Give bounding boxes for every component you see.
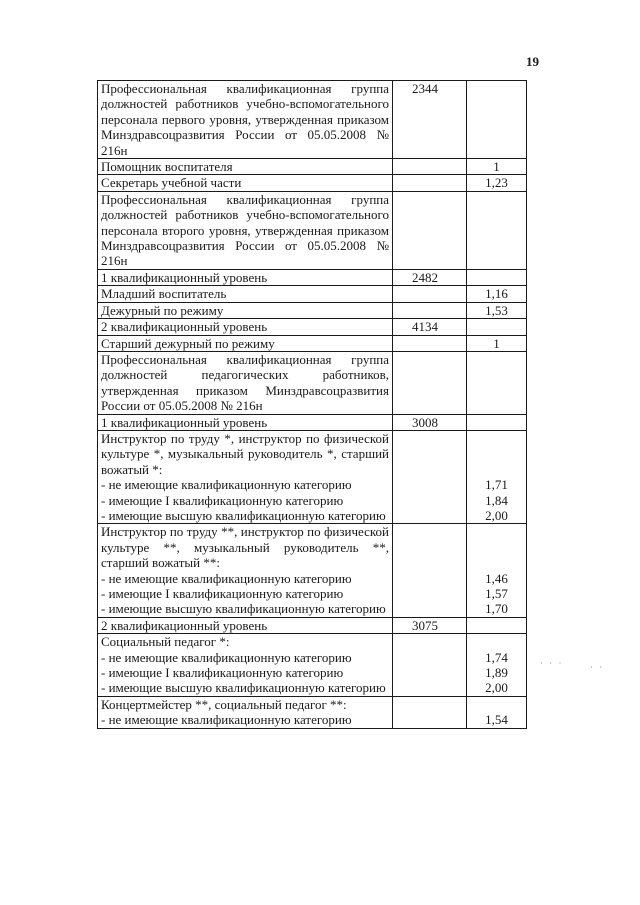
position-list	[98, 634, 393, 697]
base-salary	[393, 175, 467, 191]
position-heading: Инструктор по труду **, инструктор по физической культуре **, музыкальный руководитель **, старший вожатый **:	[101, 524, 389, 571]
coefficient-list	[467, 524, 527, 617]
table-row	[98, 286, 527, 302]
coefficient	[470, 634, 523, 649]
base-salary: 4134	[393, 319, 467, 335]
position-name: Помощник воспитателя	[98, 159, 393, 175]
coefficient: 1,89	[485, 665, 508, 681]
base-salary	[393, 191, 467, 269]
coefficient: 1,16	[467, 286, 527, 302]
salary-coefficient-table	[97, 80, 527, 729]
coefficient: 1,71	[485, 477, 508, 493]
coefficient-list	[467, 696, 527, 728]
coefficient: 1,23	[467, 175, 527, 191]
table-row	[98, 430, 527, 523]
position-list	[98, 696, 393, 728]
table-row	[98, 634, 527, 697]
category-line: - имеющие высшую квалификационную категорию	[101, 601, 386, 617]
position-name: Дежурный по режиму	[98, 302, 393, 318]
position-heading: Социальный педагог *:	[101, 634, 230, 650]
category-line: - не имеющие квалификационную категорию	[101, 570, 352, 586]
position-heading: Концертмейстер **, социальный педагог **:	[101, 696, 347, 712]
coefficient	[467, 81, 527, 159]
group-title: Профессиональная квалификационная группа должностей педагогических работников, утвержденная приказом Минздравсоцразвития России от 05.05.2008 № 216н	[98, 351, 393, 414]
category-line: - имеющие высшую квалификационную категорию	[101, 680, 386, 696]
base-salary	[393, 696, 467, 728]
coefficient: 1,46	[485, 570, 508, 586]
category-line: - имеющие I квалификационную категорию	[101, 586, 344, 601]
base-salary	[393, 430, 467, 523]
position-name: Секретарь учебной части	[98, 175, 393, 191]
page-number: 19	[526, 54, 539, 69]
qualification-level: 2 квалификационный уровень	[98, 319, 393, 335]
qualification-level: 2 квалификационный уровень	[98, 617, 393, 633]
category-line: - имеющие высшую квалификационную категорию	[101, 507, 386, 523]
base-salary	[393, 159, 467, 175]
table-row	[98, 524, 527, 617]
position-list	[98, 430, 393, 523]
position-heading: Инструктор по труду *, инструктор по физической культуре *, музыкальный руководитель *, старший вожатый *:	[101, 430, 389, 477]
position-name: Младший воспитатель	[98, 286, 393, 302]
coefficient	[467, 319, 527, 335]
coefficient	[467, 414, 527, 430]
table-row	[98, 191, 527, 269]
coefficient	[467, 191, 527, 269]
base-salary	[393, 634, 467, 697]
coefficient	[467, 269, 527, 285]
category-line: - имеющие I квалификационную категорию	[101, 665, 344, 681]
coefficient: 1,53	[467, 302, 527, 318]
group-title: Профессиональная квалификационная группа должностей работников учебно-вспомогательного персонала второго уровня, утвержденная приказом Минздравсоцразвития России от 05.05.2008 № 216н	[98, 191, 393, 269]
coefficient: 2,00	[485, 507, 508, 523]
base-salary: 3075	[393, 617, 467, 633]
scan-speck: · ·	[590, 662, 605, 672]
coefficient-list	[467, 634, 527, 697]
position-name: Старший дежурный по режиму	[98, 335, 393, 351]
category-line: - не имеющие квалификационную категорию	[101, 649, 352, 665]
table-row	[98, 159, 527, 175]
category-line: - не имеющие квалификационную категорию	[101, 477, 352, 493]
coefficient: 1,84	[485, 492, 508, 508]
base-salary	[393, 351, 467, 414]
coefficient: 1,54	[485, 712, 508, 728]
qualification-level: 1 квалификационный уровень	[98, 414, 393, 430]
coefficient: 1	[467, 335, 527, 351]
coefficient-list	[467, 430, 527, 523]
coefficient: 1,57	[485, 586, 508, 601]
table-row	[98, 319, 527, 335]
table-row	[98, 81, 527, 159]
group-title: Профессиональная квалификационная группа должностей работников учебно-вспомогательного персонала первого уровня, утвержденная приказом Минздравсоцразвития России от 05.05.2008 № 216н	[98, 81, 393, 159]
category-line: - не имеющие квалификационную категорию	[101, 712, 352, 728]
table-row	[98, 696, 527, 728]
position-list	[98, 524, 393, 617]
coefficient	[467, 351, 527, 414]
coefficient	[470, 524, 523, 539]
coefficient: 1,74	[485, 649, 508, 665]
coefficient: 1	[467, 159, 527, 175]
scan-speck: · · ·	[540, 658, 564, 668]
table-row	[98, 351, 527, 414]
coefficient	[470, 697, 523, 712]
base-salary	[393, 524, 467, 617]
table-row	[98, 302, 527, 318]
table-row	[98, 175, 527, 191]
table-row	[98, 269, 527, 285]
base-salary	[393, 286, 467, 302]
coefficient: 2,00	[485, 680, 508, 696]
table-row	[98, 414, 527, 430]
category-line: - имеющие I квалификационную категорию	[101, 492, 344, 508]
table-row	[98, 335, 527, 351]
base-salary: 2344	[393, 81, 467, 159]
base-salary	[393, 302, 467, 318]
base-salary: 3008	[393, 414, 467, 430]
table-row	[98, 617, 527, 633]
coefficient	[470, 431, 523, 446]
qualification-level: 1 квалификационный уровень	[98, 269, 393, 285]
base-salary: 2482	[393, 269, 467, 285]
base-salary	[393, 335, 467, 351]
coefficient: 1,70	[485, 601, 508, 617]
coefficient	[467, 617, 527, 633]
